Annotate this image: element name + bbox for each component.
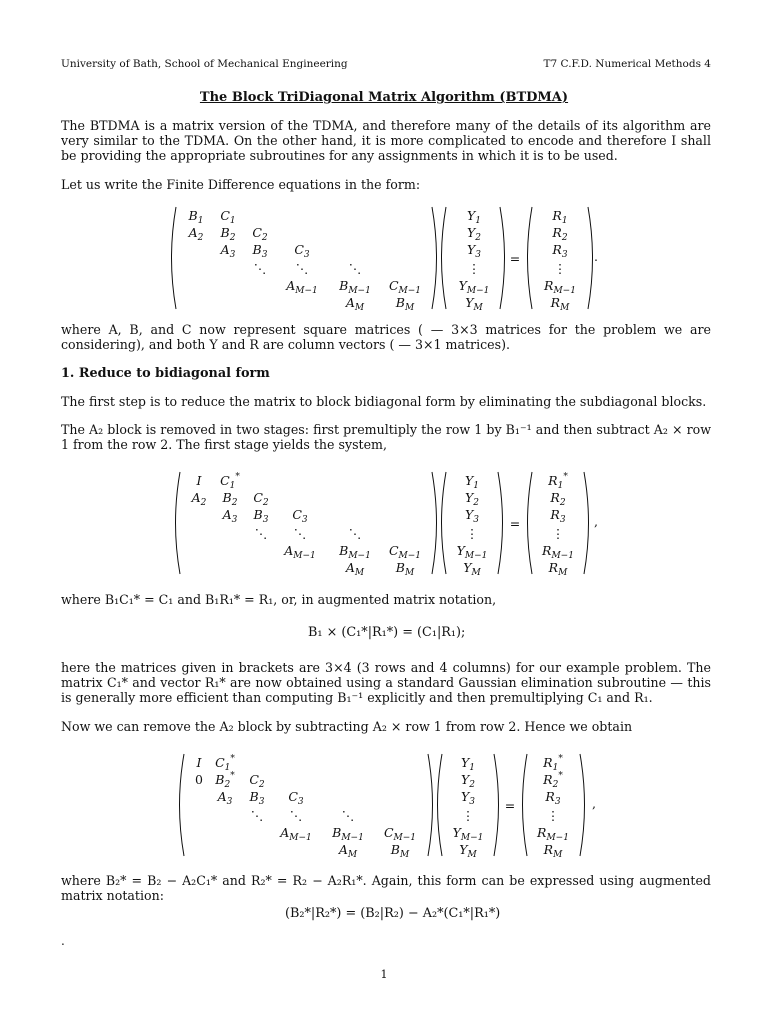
trailing-punctuation: .	[594, 249, 598, 264]
trailing-punctuation: ,	[592, 796, 596, 811]
vector-y-right-paren	[498, 472, 503, 574]
matrix-cell: $C_2$	[249, 772, 265, 790]
matrix-cell: $A_M$	[345, 560, 365, 578]
vector-r-cell: $R_3$	[552, 242, 568, 260]
let-us-paragraph: Let us write the Finite Difference equations in the form:	[61, 177, 421, 192]
matrix-cell: ⋱	[293, 526, 307, 541]
vector-r-cell: $R_1^*$	[543, 754, 563, 773]
equals-sign: =	[509, 516, 521, 531]
vector-y-cell: $Y_2$	[461, 772, 475, 790]
vector-r-cell: $R_{M-1}$	[542, 543, 574, 561]
equals-sign: =	[504, 798, 516, 813]
matrix-cell: $B_{M-1}$	[339, 543, 371, 561]
matrix-cell: I	[196, 473, 202, 488]
vector-r-right-paren	[580, 754, 585, 856]
vector-r-cell: ⋮	[546, 808, 560, 823]
matrix-equation-2	[0, 468, 768, 578]
matrix-cell: $B_M$	[390, 842, 410, 860]
matrix-cell: $C_1^*$	[220, 472, 240, 491]
matrix-cell: $B_2^*$	[215, 771, 235, 790]
vector-r-left-paren	[523, 754, 528, 856]
vector-y-cell: $Y_1$	[461, 755, 475, 773]
page-number: 1	[380, 968, 388, 981]
matrix-cell: $B_1$	[188, 208, 204, 226]
matrix-cell: $C_3$	[294, 242, 310, 260]
vector-y-cell: $Y_2$	[465, 490, 479, 508]
matrix-cell: $B_3$	[253, 507, 269, 525]
matrix-cell: ⋱	[253, 261, 267, 276]
vector-y-cell: $Y_M$	[459, 842, 477, 860]
where-3-paragraph: where B₂* = B₂ − A₂C₁* and R₂* = R₂ − A₂R₁*. Again, this form can be expressed using augmented matrix notation:	[61, 873, 711, 904]
augmented-equation-2: (B₂*|R₂*) = (B₂|R₂) − A₂*(C₁*|R₁*)	[285, 906, 501, 921]
matrix-cell: $C_1^*$	[215, 754, 235, 773]
matrix-equation-1	[0, 203, 768, 313]
matrix-cell: $B_{M-1}$	[339, 278, 371, 296]
matrix-cell: $A_{M-1}$	[286, 278, 318, 296]
vector-r-cell: $R_2^*$	[543, 771, 563, 790]
intro-paragraph: The BTDMA is a matrix version of the TDMA, and therefore many of the details of its algorithm are very similar to the TDMA. On the other hand, it is more complicated to encode and therefore I shall be providing the appropriate subroutines for any assignments in which it is to be used.	[61, 118, 711, 164]
vector-r-cell: $R_3$	[545, 789, 561, 807]
matrix-cell: ⋱	[254, 526, 268, 541]
matrix-cell: ⋱	[348, 526, 362, 541]
vector-r-cell: $R_{M-1}$	[537, 825, 569, 843]
a2-block-paragraph: The A₂ block is removed in two stages: first premultiply the row 1 by B₁⁻¹ and then subtract A₂ × row 1 from the row 2. The first stage yields the system,	[61, 422, 711, 453]
augmented-equation-1: B₁ × (C₁*|R₁*) = (C₁|R₁);	[308, 625, 466, 640]
vector-r-left-paren	[528, 207, 533, 309]
vector-y-left-paren	[442, 207, 447, 309]
matrix-cell: $C_1$	[220, 208, 236, 226]
vector-r-left-paren	[528, 472, 533, 574]
vector-y-cell: $Y_1$	[465, 473, 479, 491]
now-paragraph: Now we can remove the A₂ block by subtracting A₂ × row 1 from row 2. Hence we obtain	[61, 719, 633, 734]
matrix-cell: $C_2$	[252, 225, 268, 243]
where-1-paragraph: where A, B, and C now represent square matrices ( — 3×3 matrices for the problem we are considering), and both Y and R are column vectors ( — 3×1 matrices).	[61, 322, 711, 353]
vector-y-cell: $Y_{M-1}$	[456, 543, 488, 561]
here-paragraph: here the matrices given in brackets are 3×4 (3 rows and 4 columns) for our example problem. The matrix C₁* and vector R₁* are now obtained using a standard Gaussian elimination subroutine — this is generally more efficient than computing B₁⁻¹ explicitly and then premultiplying C₁ and R₁.	[61, 660, 711, 706]
vector-y-right-paren	[494, 754, 499, 856]
matrix-cell: $C_3$	[292, 507, 308, 525]
vector-r-cell: $R_M$	[550, 295, 570, 313]
vector-y-left-paren	[442, 472, 447, 574]
trailing-punctuation: ,	[594, 514, 598, 529]
matrix-cell: $A_2$	[188, 225, 204, 243]
vector-r-right-paren	[588, 207, 593, 309]
matrix-cell: $C_{M-1}$	[383, 825, 417, 843]
matrix-cell: $A_M$	[345, 295, 365, 313]
matrix-cell: $A_3$	[217, 789, 233, 807]
vector-y-cell: ⋮	[461, 808, 475, 823]
vector-y-cell: ⋮	[465, 526, 479, 541]
matrix-cell: $A_3$	[220, 242, 236, 260]
matrix-cell: $B_{M-1}$	[332, 825, 364, 843]
matrix-cell: $A_3$	[222, 507, 238, 525]
matrix-cell: $C_2$	[253, 490, 269, 508]
vector-y-right-paren	[500, 207, 505, 309]
matrix-cell: $B_3$	[249, 789, 265, 807]
matrix-cell: $B_2$	[220, 225, 236, 243]
matrix-cell: $A_{M-1}$	[280, 825, 312, 843]
vector-r-cell: $R_M$	[548, 560, 568, 578]
vector-y-cell: $Y_M$	[463, 560, 481, 578]
matrix-cell: ⋱	[348, 261, 362, 276]
header-right: T7 C.F.D. Numerical Methods 4	[543, 58, 711, 70]
matrix-cell: I	[196, 755, 202, 770]
vector-y-cell: ⋮	[467, 261, 481, 276]
where-2-paragraph: where B₁C₁* = C₁ and B₁R₁* = R₁, or, in augmented matrix notation,	[61, 592, 497, 607]
vector-r-cell: $R_{M-1}$	[544, 278, 576, 296]
matrix-cell: ⋱	[289, 808, 303, 823]
vector-y-cell: $Y_2$	[467, 225, 481, 243]
vector-r-cell: ⋮	[553, 261, 567, 276]
matrix-cell: ⋱	[250, 808, 264, 823]
matrix-cell: $B_M$	[395, 295, 415, 313]
vector-r-cell: $R_1$	[552, 208, 568, 226]
matrix-right-paren	[428, 754, 433, 856]
trailing-dot: .	[61, 934, 65, 948]
vector-y-cell: $Y_3$	[465, 507, 479, 525]
vector-r-right-paren	[584, 472, 589, 574]
matrix-cell: $C_{M-1}$	[388, 278, 422, 296]
matrix-cell: $B_3$	[252, 242, 268, 260]
matrix-cell: 0	[195, 772, 203, 787]
vector-y-cell: $Y_3$	[461, 789, 475, 807]
vector-r-cell: $R_2$	[550, 490, 566, 508]
vector-r-cell: $R_2$	[552, 225, 568, 243]
equals-sign: =	[509, 251, 521, 266]
matrix-cell: $A_{M-1}$	[284, 543, 316, 561]
matrix-cell: $B_2$	[222, 490, 238, 508]
matrix-cell: $C_3$	[288, 789, 304, 807]
vector-r-cell: $R_3$	[550, 507, 566, 525]
vector-r-cell: ⋮	[551, 526, 565, 541]
matrix-left-paren	[176, 472, 181, 574]
matrix-cell: $A_2$	[191, 490, 207, 508]
matrix-left-paren	[172, 207, 177, 309]
matrix-cell: $B_M$	[395, 560, 415, 578]
matrix-right-paren	[432, 207, 437, 309]
first-step-paragraph: The first step is to reduce the matrix to block bidiagonal form by eliminating the subdiagonal blocks.	[61, 394, 707, 409]
section-heading-1: 1. Reduce to bidiagonal form	[61, 366, 270, 381]
matrix-cell: ⋱	[341, 808, 355, 823]
matrix-equation-3	[0, 750, 768, 860]
vector-r-cell: $R_M$	[543, 842, 563, 860]
vector-y-cell: $Y_M$	[465, 295, 483, 313]
header-left: University of Bath, School of Mechanical Engineering	[61, 58, 348, 70]
vector-y-cell: $Y_1$	[467, 208, 481, 226]
page-title: The Block TriDiagonal Matrix Algorithm (BTDMA)	[199, 90, 569, 105]
matrix-cell: $A_M$	[338, 842, 358, 860]
matrix-cell: $C_{M-1}$	[388, 543, 422, 561]
vector-y-cell: $Y_3$	[467, 242, 481, 260]
vector-y-cell: $Y_{M-1}$	[452, 825, 484, 843]
matrix-cell: ⋱	[295, 261, 309, 276]
matrix-left-paren	[180, 754, 185, 856]
vector-r-cell: $R_1^*$	[548, 472, 568, 491]
matrix-right-paren	[432, 472, 437, 574]
vector-y-left-paren	[438, 754, 443, 856]
vector-y-cell: $Y_{M-1}$	[458, 278, 490, 296]
